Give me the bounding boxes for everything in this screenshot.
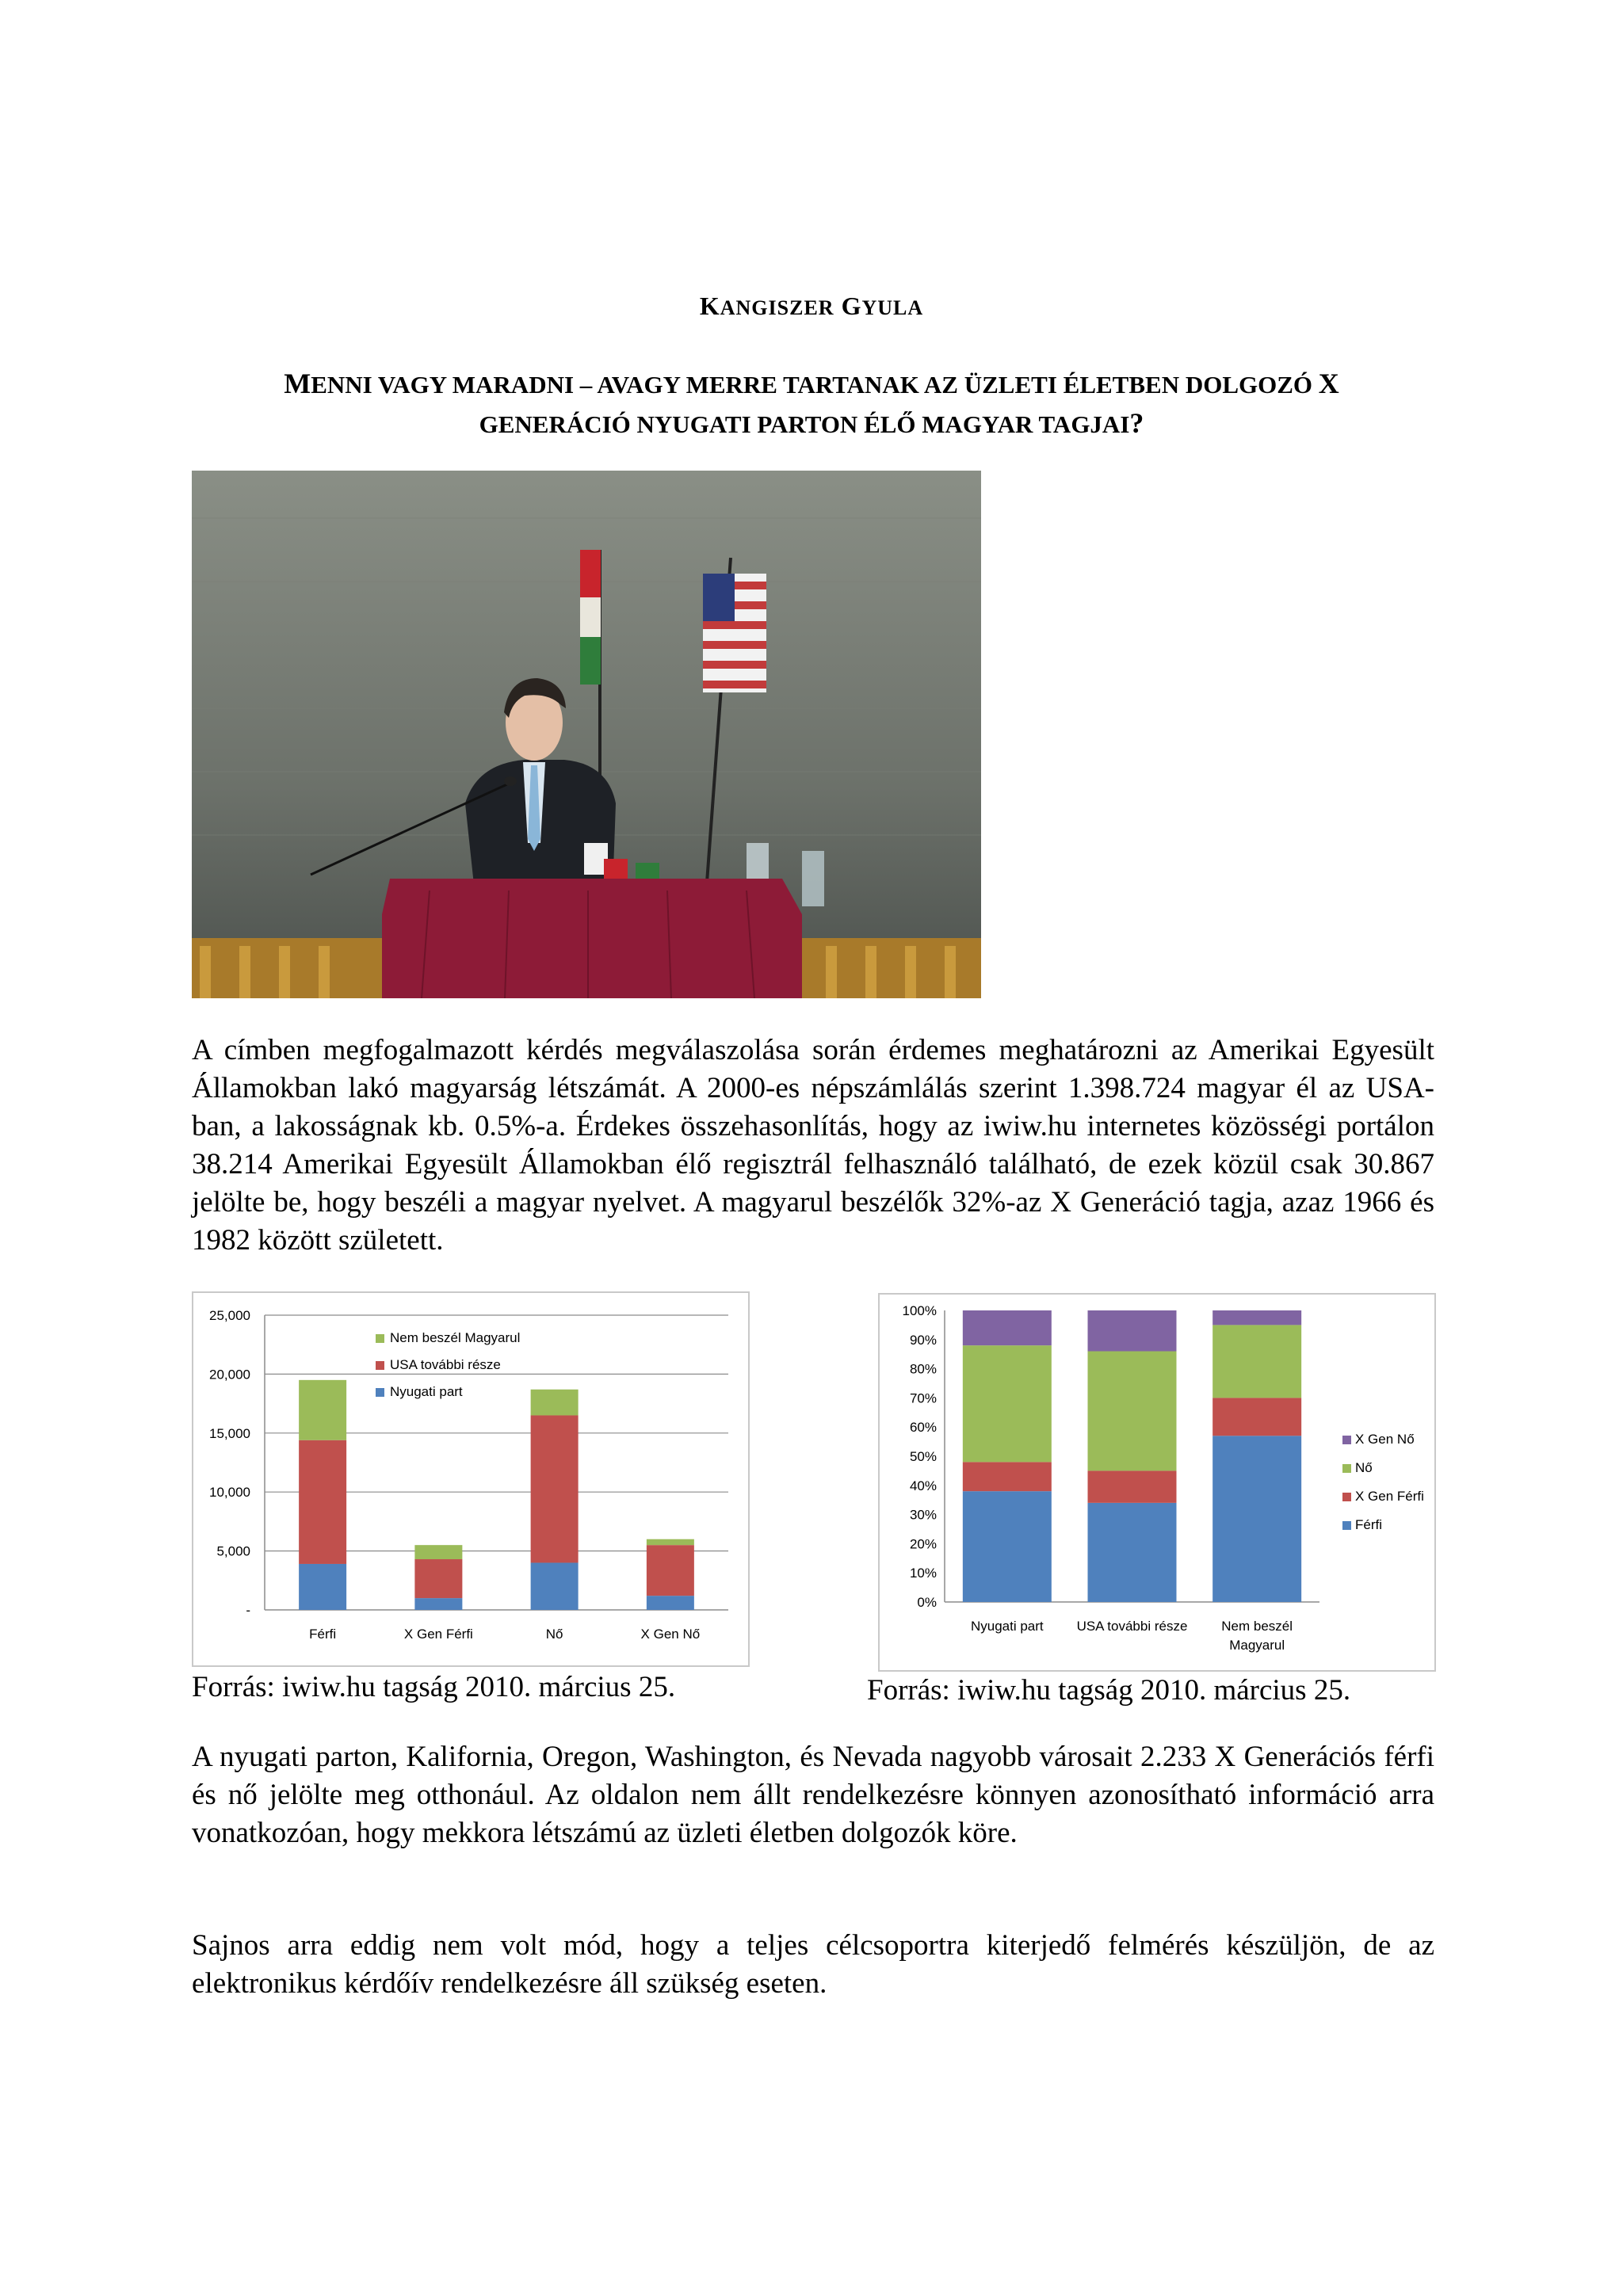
y-tick-label: 20% bbox=[909, 1536, 937, 1552]
y-tick-label: 25,000 bbox=[209, 1308, 250, 1323]
x-tick-label: Nyugati part bbox=[970, 1619, 1044, 1634]
bar-segment bbox=[1088, 1470, 1177, 1502]
legend-label: X Gen Nő bbox=[1355, 1432, 1415, 1447]
legend-label: Nem beszél Magyarul bbox=[390, 1330, 521, 1345]
chart2-source: Forrás: iwiw.hu tagság 2010. március 25. bbox=[867, 1674, 1351, 1707]
x-tick-label: Nem beszél bbox=[1221, 1619, 1293, 1634]
bar-segment bbox=[299, 1380, 346, 1440]
bar-segment bbox=[963, 1491, 1052, 1602]
bar-segment bbox=[414, 1559, 462, 1598]
x-tick-label: X Gen Nő bbox=[640, 1627, 701, 1642]
chart-members-by-gender bbox=[192, 1291, 750, 1667]
y-tick-label: 5,000 bbox=[216, 1543, 250, 1559]
y-tick-label: 15,000 bbox=[209, 1425, 250, 1441]
bar-segment bbox=[647, 1596, 694, 1610]
bar-segment bbox=[1088, 1503, 1177, 1602]
bar-segment bbox=[299, 1564, 346, 1610]
document-title: MENNI VAGY MARADNI – AVAGY MERRE TARTANAK AZ ÜZLETI ÉLETBEN DOLGOZÓ X GENERÁCIÓ NYUGATI PARTON ÉLŐ MAGYAR TAGJAI? bbox=[284, 368, 1339, 439]
legend-swatch bbox=[1342, 1493, 1351, 1501]
author-name: KANGISZER GYULA bbox=[699, 292, 924, 320]
x-tick-label: USA további része bbox=[1076, 1619, 1188, 1634]
bar-segment bbox=[1088, 1310, 1177, 1352]
y-tick-label: 70% bbox=[909, 1390, 937, 1406]
legend-label: X Gen Férfi bbox=[1355, 1489, 1424, 1504]
y-tick-label: 100% bbox=[902, 1303, 937, 1318]
y-tick-label: - bbox=[246, 1603, 250, 1618]
bar-segment bbox=[1212, 1436, 1301, 1602]
bar-segment bbox=[963, 1310, 1052, 1345]
legend-swatch bbox=[376, 1334, 384, 1343]
legend-swatch bbox=[1342, 1436, 1351, 1444]
bar-segment bbox=[531, 1562, 579, 1610]
bar-segment bbox=[531, 1415, 579, 1562]
y-tick-label: 0% bbox=[917, 1595, 937, 1610]
legend-swatch bbox=[1342, 1521, 1351, 1530]
y-tick-label: 30% bbox=[909, 1507, 937, 1523]
paragraph-survey: Sajnos arra eddig nem volt mód, hogy a teljes célcsoportra kiterjedő felmérés készüljön, de az elektronikus kérdőív rendelkezésre áll szükség eseten. bbox=[192, 1929, 1434, 2000]
bar-segment bbox=[647, 1539, 694, 1545]
legend-label: USA további része bbox=[390, 1357, 501, 1372]
chart-percent-distribution bbox=[878, 1293, 1436, 1672]
y-tick-label: 20,000 bbox=[209, 1367, 250, 1383]
bar-segment bbox=[963, 1462, 1052, 1491]
bar-segment bbox=[963, 1345, 1052, 1462]
paragraph-intro: A címben megfogalmazott kérdés megválaszolása során érdemes meghatározni az Amerikai Egyesült Államokban lakó magyarság létszámát. A 2000-es népszámlálás szerint 1.398.724 magyar él az USA-ban, a lakosságnak kb. 0.5%-a. Érdekes összehasonlítás, hogy az iwiw.hu internetes közösségi portálon 38.214 Amerikai Egyesült Államokban élő regisztrál felhasználó található, de ezek közül csak 30.867 jelölte be, hogy beszéli a magyar nyelvet. A magyarul beszélők 32%-az X Generáció tagja, azaz 1966 és 1982 között született. bbox=[192, 1034, 1434, 1257]
legend-label: Férfi bbox=[1355, 1517, 1382, 1532]
y-tick-label: 90% bbox=[909, 1332, 937, 1348]
x-tick-label: Nő bbox=[545, 1627, 563, 1642]
x-tick-label: X Gen Férfi bbox=[403, 1627, 473, 1642]
bar-segment bbox=[1212, 1398, 1301, 1436]
bar-segment bbox=[299, 1440, 346, 1564]
bar-segment bbox=[414, 1598, 462, 1610]
y-tick-label: 60% bbox=[909, 1420, 937, 1436]
bar-segment bbox=[1212, 1310, 1301, 1325]
y-tick-label: 50% bbox=[909, 1449, 937, 1464]
legend-label: Nyugati part bbox=[390, 1384, 463, 1399]
y-tick-label: 10,000 bbox=[209, 1485, 250, 1501]
conference-photo bbox=[192, 471, 981, 998]
chart1-source: Forrás: iwiw.hu tagság 2010. március 25. bbox=[192, 1671, 676, 1703]
y-tick-label: 40% bbox=[909, 1478, 937, 1493]
bar-segment bbox=[414, 1545, 462, 1559]
y-tick-label: 80% bbox=[909, 1361, 937, 1377]
legend-label: Nő bbox=[1355, 1460, 1373, 1475]
x-tick-label: Férfi bbox=[309, 1627, 337, 1642]
bar-segment bbox=[1088, 1352, 1177, 1471]
paragraph-west-coast: A nyugati parton, Kalifornia, Oregon, Washington, és Nevada nagyobb városait 2.233 X Generációs férfi és nő jelölte meg otthonául. Az oldalon nem állt rendelkezésre könnyen azonosítható információ arra vonatkozóan, hogy mekkora létszámú az üzleti életben dolgozók köre. bbox=[192, 1741, 1434, 1849]
legend-swatch bbox=[1342, 1464, 1351, 1473]
y-tick-label: 10% bbox=[909, 1566, 937, 1581]
bar-segment bbox=[647, 1545, 694, 1596]
legend-swatch bbox=[376, 1388, 384, 1397]
legend-swatch bbox=[376, 1361, 384, 1370]
bar-segment bbox=[531, 1390, 579, 1416]
x-tick-label: Magyarul bbox=[1229, 1638, 1285, 1653]
bar-segment bbox=[1212, 1325, 1301, 1398]
